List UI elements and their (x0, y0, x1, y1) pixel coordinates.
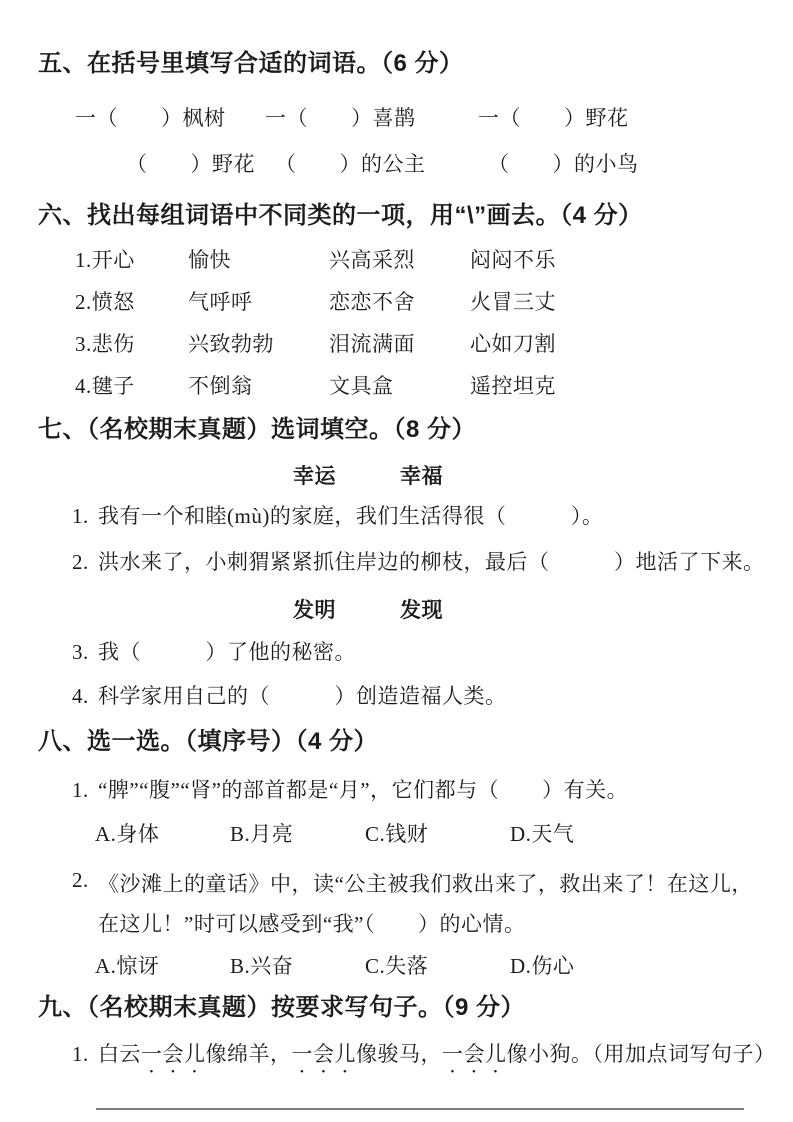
word-group-row-2 (75, 286, 785, 318)
word: 恋恋不舍 (329, 290, 415, 314)
option-b: B.月亮 (230, 822, 294, 846)
question-9-number: 九、 (38, 994, 87, 1021)
question-6-number: 六、 (38, 202, 87, 229)
word-bank-word: 幸福 (400, 464, 443, 488)
question-7-number: 七、 (38, 416, 87, 443)
question-7-source-tag: （名校期末真题） (87, 417, 271, 443)
question-7-heading (38, 412, 785, 448)
word: 愉快 (188, 248, 231, 272)
item-number: 3. (72, 640, 89, 664)
question-5-heading (38, 46, 785, 82)
word-group-row-1 (75, 244, 785, 276)
item-text: 我有一个和睦(mù)的家庭，我们生活得很（ ）。 (98, 504, 604, 528)
word: 泪流满面 (329, 332, 415, 356)
blank-phrase: （ ）的公主 (275, 152, 426, 176)
item-text-line-1: 《沙滩上的童话》中，读“公主被我们救出来了，救出来了！在这儿， (98, 872, 753, 896)
item-text: 洪水来了，小刺猬紧紧抓住岸边的柳枝，最后（ ）地活了下来。 (98, 550, 765, 574)
word-cell (75, 286, 188, 318)
q7-item-3 (72, 636, 785, 668)
item-number: 1. (72, 504, 89, 528)
word: 愤怒 (91, 290, 135, 314)
item-text: 我（ ）了他的秘密。 (98, 640, 356, 664)
option-c: C.失落 (365, 954, 429, 978)
q5-fill-blank-row-2 (126, 148, 785, 180)
emphasized-word: 一会儿 (141, 1042, 206, 1066)
question-8-heading (38, 724, 785, 760)
item-number: 2. (72, 868, 89, 892)
q9-item-1 (72, 1038, 785, 1078)
q8-item-1-options (95, 818, 785, 850)
question-6-title: 找出每组词语中不同类的一项，用“\”画去。（4 分） (87, 202, 643, 229)
question-9-title: 按要求写句子。（9 分） (271, 994, 526, 1021)
word-bank-word: 发明 (293, 598, 336, 622)
question-9-source-tag: （名校期末真题） (87, 995, 271, 1021)
word: 火冒三丈 (470, 290, 556, 314)
sentence-segment: 像小狗。（用加点词写句子） (506, 1042, 776, 1066)
word-cell (75, 244, 188, 276)
question-9-heading (38, 990, 785, 1026)
option-a: A.惊讶 (95, 954, 160, 978)
sentence-segment: 白云 (98, 1042, 141, 1066)
item-number: 2. (72, 550, 89, 574)
word: 兴高采烈 (329, 248, 415, 272)
word-bank-word: 发现 (400, 598, 443, 622)
item-number: 1. (75, 248, 92, 272)
blank-phrase: 一（ ）枫树 (75, 106, 226, 130)
item-text: 科学家用自己的（ ）创造造福人类。 (98, 684, 507, 708)
item-text-line-2: 在这儿！”时可以感受到“我”（ ）的心情。 (98, 912, 526, 936)
sentence-segment: 像骏马， (356, 1042, 442, 1066)
option-b: B.兴奋 (230, 954, 294, 978)
emphasized-word: 一会儿 (291, 1042, 356, 1066)
word-cell (75, 328, 188, 360)
question-8-title: 选一选。（填序号）（4 分） (87, 728, 379, 755)
option-a: A.身体 (95, 822, 160, 846)
item-number: 4. (72, 684, 89, 708)
question-8-number: 八、 (38, 728, 87, 755)
q7-item-1 (72, 500, 785, 532)
word-bank-1 (38, 460, 698, 492)
question-5-title: 在括号里填写合适的词语。（6 分） (87, 50, 464, 77)
option-d: D.伤心 (510, 954, 575, 978)
q8-item-2-options (95, 950, 785, 982)
q8-item-2 (72, 864, 785, 944)
item-number: 1. (72, 1042, 89, 1066)
q8-item-1 (72, 774, 785, 806)
word: 心如刀割 (470, 332, 556, 356)
word-group-row-3 (75, 328, 785, 360)
word: 遥控坦克 (470, 374, 556, 398)
word-bank-word: 幸运 (293, 464, 336, 488)
q5-fill-blank-row-1 (75, 102, 785, 134)
word: 兴致勃勃 (188, 332, 274, 356)
word: 悲伤 (91, 332, 135, 356)
option-d: D.天气 (510, 822, 575, 846)
item-number: 1. (72, 778, 89, 802)
word: 开心 (91, 248, 135, 272)
sentence-segment: 像绵羊， (205, 1042, 292, 1066)
q7-item-4 (72, 680, 785, 712)
word: 气呼呼 (188, 290, 253, 314)
word: 不倒翁 (188, 374, 253, 398)
blank-phrase: （ ）野花 (126, 152, 255, 176)
option-c: C.钱财 (365, 822, 429, 846)
item-text: “脾”“腹”“肾”的部首都是“月”，它们都与（ ）有关。 (98, 778, 629, 802)
word: 闷闷不乐 (470, 248, 556, 272)
answer-line (96, 1108, 744, 1110)
question-6-heading (38, 198, 785, 234)
word-bank-2 (38, 594, 698, 626)
emphasized-word: 一会儿 (442, 1042, 507, 1066)
item-number: 2. (75, 290, 92, 314)
blank-phrase: （ ）的小鸟 (488, 152, 639, 176)
word: 文具盒 (329, 374, 394, 398)
word-cell (75, 370, 188, 402)
word-group-row-4 (75, 370, 785, 402)
blank-phrase: 一（ ）喜鹊 (265, 106, 416, 130)
word: 毽子 (91, 374, 135, 398)
q7-item-2 (72, 546, 785, 578)
item-number: 4. (75, 374, 92, 398)
item-text (98, 864, 753, 944)
item-number: 3. (75, 332, 92, 356)
sentence-with-dots (98, 1038, 776, 1078)
question-5-number: 五、 (38, 50, 87, 77)
question-7-title: 选词填空。（8 分） (271, 416, 477, 443)
blank-phrase: 一（ ）野花 (478, 106, 629, 130)
